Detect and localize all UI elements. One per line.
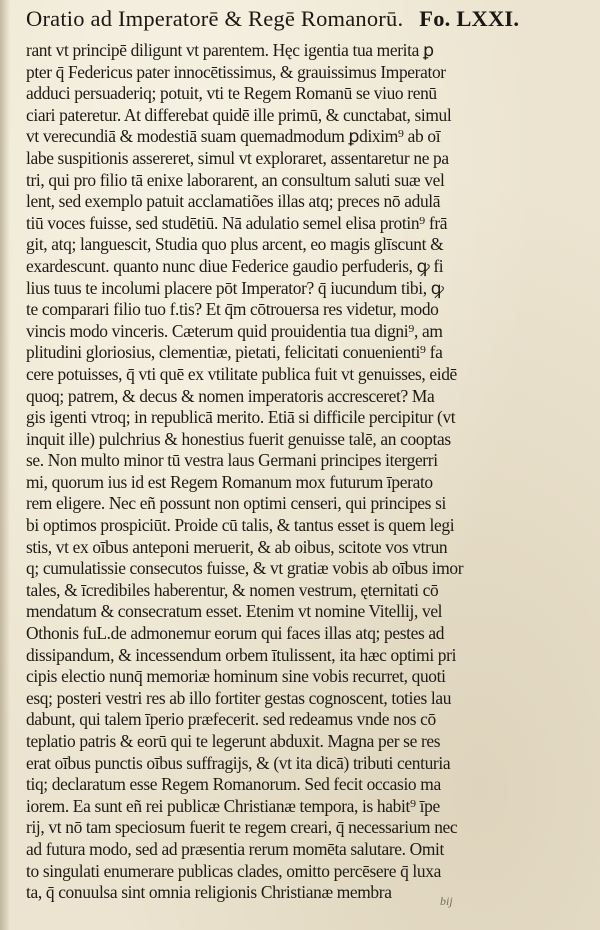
text-line: te comparari filio tuo f.tis? Et q̄m cōtrouersa res videtur, modo	[26, 299, 439, 320]
text-line: dabunt, qui talem īperio præfecerit. sed redeamus vnde nos cō	[26, 709, 436, 730]
text-line: adduci persuaderiq; potuit, vti te Regem Romanū se viuo renū	[26, 83, 437, 104]
text-line: plitudini gloriosius, clementiæ, pietati, felicitati conuenienti⁹ fa	[26, 342, 443, 363]
text-line: rij, vt nō tam speciosum fuerit te regem creari, q̄ necessarium nec	[26, 817, 458, 838]
text-line: git, atq; languescit, Studia quo plus arcent, eo magis glīscunt &	[26, 234, 444, 255]
text-line: tiū voces fuisse, sed studētiū. Nā adulatio semel elisa protin⁹ frā	[26, 212, 448, 233]
text-line: tri, qui pro filio tā enixe laborarent, an consultum saluti suæ vel	[26, 169, 445, 190]
text-line: vincis modo vinceris. Cæterum quid prouidentia tua digni⁹, am	[26, 320, 443, 341]
text-line: rem eligere. Nec eñ possunt non optimi censeri, qui principes si	[26, 493, 446, 514]
text-line: q; cumulatissie consecutos fuisse, & vt gratiæ vobis ab oībus imor	[26, 558, 464, 579]
text-line: mendatum & consecratum esset. Etenim vt nomine Vitellij, vel	[26, 601, 443, 622]
text-line: erat oībus punctis oībus suffragijs, & (vt ita dicā) tributi centuria	[26, 752, 451, 773]
text-line: rant vt principē diligunt vt parentem. Hęc igentia tua merita ꝑ	[26, 40, 434, 60]
text-line: iorem. Ea sunt eñ rei publicæ Christianæ tempora, is habit⁹ īpe	[26, 795, 440, 816]
text-line: dissipandum, & incessendum orbem ītulissent, ita hæc optimi pri	[26, 644, 457, 665]
page-gutter-shadow	[0, 0, 10, 930]
text-line: se. Non multo minor tū vestra laus Germani principes itergerri	[26, 450, 438, 471]
text-line: stis, vt ex oībus anteponi meruerit, & ab oibus, scitote vos vtrun	[26, 536, 448, 557]
text-line: pter q̄ Federicus pater innocētissimus, & grauissimus Imperator	[26, 61, 446, 82]
text-line: exardescunt. quanto nunc diue Federice gaudio perfuderis, ꝙ fi	[26, 255, 444, 276]
running-title: Oratio ad Imperatorē & Regē Romanorū.	[26, 6, 404, 31]
signature-mark: bij	[440, 894, 453, 908]
text-line: gis igenti vtroq; in republicā merito. Etiā si difficile percipitur (vt	[26, 407, 456, 428]
text-line: bi optimos prospiciūt. Proide cū talis, & tantus esset is quem legi	[26, 515, 455, 536]
body-text	[26, 40, 592, 904]
text-line: quoq; patrem, & decus & nomen imperatoris accresceret? Ma	[26, 385, 435, 406]
text-line: labe suspitionis assereret, simul vt exploraret, assentaretur ne pa	[26, 147, 449, 168]
text-line: mi, quorum ius id est Regem Romanum mox futurum īperato	[26, 471, 433, 492]
text-line: ta, q̄ conuulsa sint omnia religionis Christianæ membra	[26, 882, 392, 903]
running-header	[26, 6, 582, 40]
text-line: cere potuisses, q̄ vti quē ex vtilitate publica fuit vt genuisses, eidē	[26, 363, 457, 384]
text-line: ciari pateretur. At differebat quidē ille primū, & cunctabat, simul	[26, 104, 452, 125]
text-line: lius tuus te incolumi placere pōt Imperator? q̄ iucundum tibi, ꝙ	[26, 277, 444, 298]
text-line: esq; posteri vestri res ab illo fortiter gestas cognoscent, toties lau	[26, 687, 452, 708]
text-line: tales, & īcredibiles haberentur, & nomen vestrum, ęternitati cō	[26, 579, 439, 600]
text-line: cipis electio nunq̄ memoriæ hominum sine vobis recurret, quoti	[26, 666, 446, 687]
text-line: to singulati enumerare publicas clades, omitto percēsere q̄ luxa	[26, 860, 441, 881]
text-line: vt verecundiā & modestiā suam quemadmodum ꝑdixim⁹ ab oī	[26, 126, 441, 147]
text-line: inquit ille) pulchrius & honestius fuerit genuisse talē, an cooptas	[26, 428, 451, 449]
text-line: Othonis fuL.de admonemur eorum qui faces illas atq; pestes ad	[26, 623, 445, 644]
text-line: teplatio patris & eorū qui te legerunt abduxit. Magna per se res	[26, 731, 441, 751]
text-line: ad futura modo, sed ad præsentia rerum momēta salutare. Omit	[26, 838, 444, 859]
text-line: lent, sed exemplo patuit acclamatiões illas atq; preces nō adulā	[26, 191, 441, 212]
folio-number: Fo. LXXI.	[419, 6, 520, 31]
text-line: tiq; declaratum esse Regem Romanorum. Sed fecit occasio ma	[26, 774, 441, 795]
